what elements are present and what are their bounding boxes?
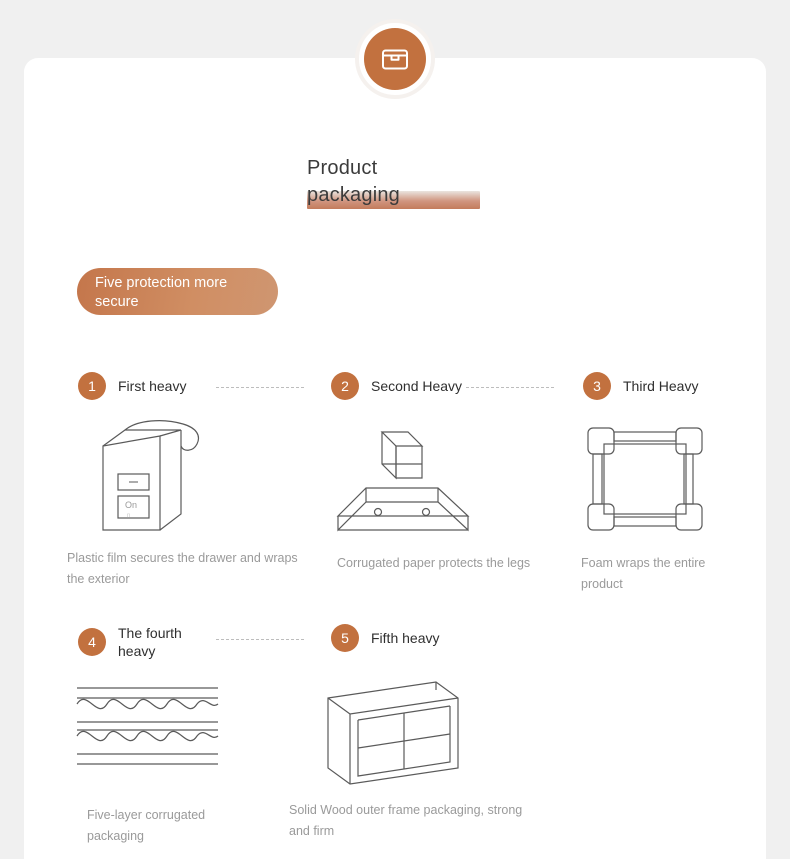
- svg-text:On: On: [125, 500, 138, 510]
- step-4-number: 4: [78, 628, 106, 656]
- step-5-header: [331, 624, 463, 652]
- plastic-film-drawer-icon: [85, 418, 215, 540]
- step-2-caption: Corrugated paper protects the legs: [337, 556, 531, 570]
- step-4-label: The fourth heavy: [118, 625, 182, 659]
- step-2-dashed-divider: [466, 387, 554, 389]
- step-1-number: 1: [78, 372, 106, 400]
- step-3-label: Third Heavy: [623, 378, 699, 394]
- step-5-number: 5: [331, 624, 359, 652]
- step-4-header: [78, 624, 210, 660]
- step-3-caption: Foam wraps the entire product: [581, 556, 706, 591]
- step-5-caption: Solid Wood outer frame packaging, strong and firm: [289, 803, 523, 838]
- step-2-number: 2: [331, 372, 359, 400]
- wood-frame-crate-icon: [318, 676, 468, 786]
- step-3-number: 3: [583, 372, 611, 400]
- step-4-caption: Five-layer corrugated packaging: [87, 808, 206, 843]
- package-badge: [355, 19, 435, 99]
- step-1: [78, 372, 210, 400]
- protection-pill: Five protection more secure: [77, 268, 278, 315]
- svg-text:n: n: [127, 513, 131, 519]
- step-1-label: First heavy: [118, 378, 187, 394]
- step-2-header: [331, 372, 463, 400]
- page-title-block: [307, 155, 557, 219]
- step-2: [331, 372, 463, 400]
- step-1-caption: Plastic film secures the drawer and wraps the exterior: [67, 551, 298, 586]
- page-title: Product packaging: [307, 157, 400, 206]
- step-3: [583, 372, 715, 400]
- step-2-label: Second Heavy: [371, 378, 463, 394]
- corrugated-paper-legs-icon: [322, 420, 482, 540]
- step-4: [78, 624, 210, 660]
- step-4-dashed-divider: [216, 639, 304, 641]
- step-5-label: Fifth heavy: [371, 630, 440, 646]
- package-box-icon: [364, 28, 426, 90]
- step-3-header: [583, 372, 715, 400]
- foam-corners-icon: [580, 420, 710, 540]
- five-layer-corrugated-icon: [75, 682, 220, 772]
- step-1-header: [78, 372, 210, 400]
- step-1-dashed-divider: [216, 387, 304, 389]
- step-5: [331, 624, 463, 652]
